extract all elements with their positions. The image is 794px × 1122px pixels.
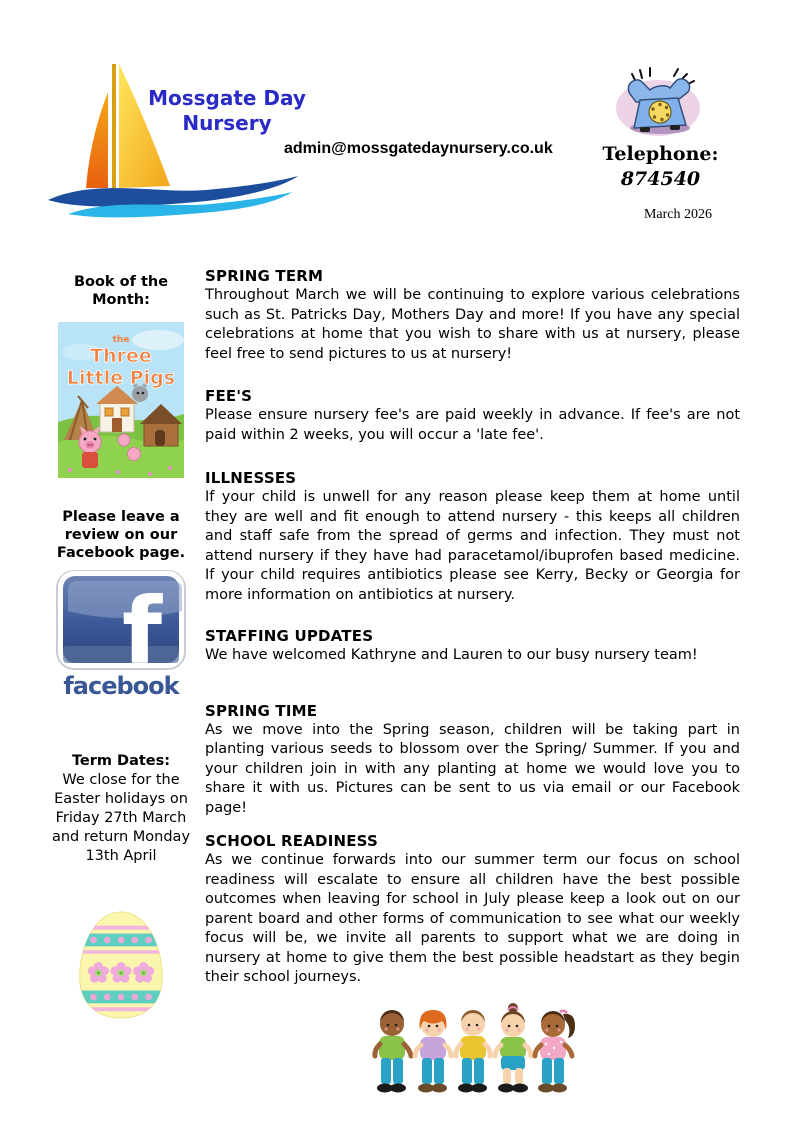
nursery-title-line1: Mossgate Day (148, 86, 306, 110)
section-heading: SPRING TERM (205, 267, 324, 285)
section-heading: ILLNESSES (205, 469, 297, 487)
term-dates-heading: Term Dates: (71, 753, 171, 769)
facebook-logo (45, 568, 197, 700)
section-body: As we move into the Spring season, children will be taking part in planting various seeds to blossom over the Spring/ Summer. If you and your children join in with any planting at home we would love you to share it with us. Pictures can be sent to us via email or our Facebook page! (205, 721, 740, 816)
telephone-block (588, 142, 733, 192)
section-body: Throughout March we will be continuing to explore various celebrations such as St. Patricks Day, Mothers Day and more! If you have any special celebrations at home that you wish to share with us at nursery, please feel free to send pictures to us at nursery! (205, 287, 740, 362)
section-body: Please ensure nursery fee's are paid weekly in advance. If fee's are not paid within 2 weeks, you will occur a 'late fee'. (205, 407, 740, 443)
section-heading: SPRING TIME (205, 701, 318, 720)
section-illnesses (205, 469, 740, 605)
issue-date: March 2026 (643, 207, 713, 222)
section-body: If your child is unwell for any reason please keep them at home until they are well and fit enough to attend nursery - this keeps all children and staff safe from the spread of germs and infection. They must not attend nursery if they have had paracetamol/ibuprofen based medicine. If your child requires antibiotics please see Kerry, Becky or Georgia for more information on antibiotics at nursery. (205, 489, 740, 603)
facebook-wordmark: facebook (63, 672, 179, 700)
section-heading: SCHOOL READINESS (205, 832, 379, 850)
children-holding-hands-icon (364, 998, 582, 1100)
nursery-title-line2: Nursery (182, 111, 272, 135)
section-heading: FEE'S (205, 387, 253, 405)
section-heading: STAFFING UPDATES (205, 627, 374, 645)
nursery-title (138, 86, 316, 136)
term-dates-block (45, 752, 197, 866)
section-spring-time (205, 702, 740, 819)
section-fees (205, 387, 740, 445)
newsletter-body (205, 265, 740, 1104)
easter-egg-icon (71, 908, 171, 1022)
sidebar (45, 265, 197, 1104)
book-of-month-label: Book of the Month: (73, 274, 169, 308)
facebook-f-icon (54, 568, 188, 672)
section-staffing-updates (205, 627, 740, 666)
three-little-pigs-cover-icon (58, 322, 184, 478)
facebook-review-note: Please leave a review on our Facebook page. (56, 509, 186, 561)
content-area (45, 265, 740, 1104)
book-cover-image (45, 322, 197, 482)
section-body: We have welcomed Kathryne and Lauren to our busy nursery team! (205, 647, 698, 663)
sailboat-logo-icon (46, 60, 304, 226)
telephone-label: Telephone: (602, 143, 719, 165)
book-title-line1: Three (90, 345, 152, 367)
telephone-icon (612, 64, 704, 140)
easter-egg-image (45, 908, 197, 1026)
section-body: As we continue forwards into our summer term our focus on school readiness will escalate to ensure all children have the best possible outcomes when leaving for school in July please keep a look out on our parent board and other forms of communication to see what our weekly focus will be, we invite all parents to support what we are doing in nursery at home to give them the best possible headstart as they begin their school journeys. (205, 852, 740, 985)
section-school-readiness (205, 832, 740, 988)
email-address: admin@mossgatedaynursery.co.uk (284, 140, 553, 157)
term-dates-body: We close for the Easter holidays on Friday 27th March and return Monday 13th April (51, 772, 191, 864)
book-title-line2: Little Pigs (66, 367, 176, 389)
children-clipart (205, 998, 740, 1104)
book-title-small: the (112, 335, 130, 345)
telephone-number: 874540 (620, 168, 701, 190)
facebook-f-letter: f (121, 578, 163, 672)
section-spring-term (205, 267, 740, 364)
